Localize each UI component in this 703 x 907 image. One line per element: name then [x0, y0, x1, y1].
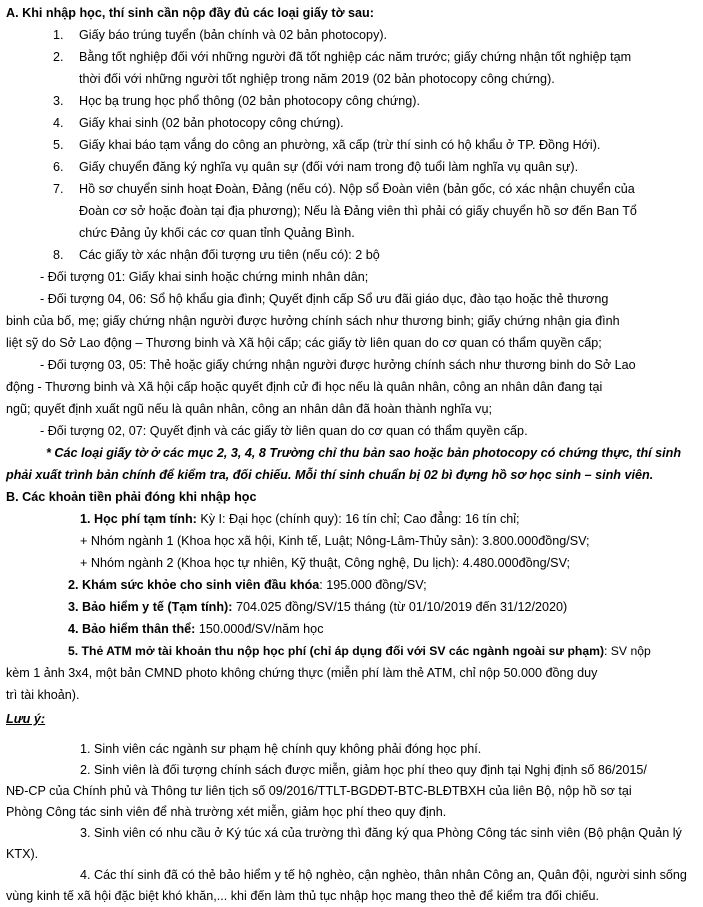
notes-heading: Lưu ý: — [6, 712, 46, 726]
item-text: Bằng tốt nghiệp đối với những người đã tốt nghiệp các năm trước; giấy chứng nhận tốt nghiệp tạm — [79, 50, 632, 64]
item-number: 6. — [53, 160, 64, 174]
atm-text: : SV nộp — [604, 644, 651, 658]
item-number: 4. — [53, 116, 64, 130]
tuition-text: Kỳ I: Đại học (chính quy): 16 tín chỉ; Cao đẳng: 16 tín chỉ; — [196, 512, 520, 526]
section-a-heading: A. Khi nhập học, thí sinh cần nộp đầy đủ các loại giấy tờ sau: — [6, 6, 374, 20]
atm-line — [68, 640, 651, 662]
item-text: thời đối với những người tốt nghiệp trong năm 2019 (02 bản photocopy công chứng). — [79, 72, 555, 86]
insurance-label: 3. Bảo hiểm y tế (Tạm tính): — [68, 600, 233, 614]
priority-line: - Đối tượng 02, 07: Quyết định và các giấy tờ liên quan do cơ quan có thẩm quyền cấp. — [40, 424, 528, 438]
item-text: Học bạ trung học phổ thông (02 bản photocopy công chứng). — [79, 94, 421, 108]
atm-detail-line: kèm 1 ảnh 3x4, một bản CMND photo không chứng thực (miễn phí làm thẻ ATM, chỉ nộp 50.000 đồng duy — [6, 666, 598, 680]
health-label: 2. Khám sức khỏe cho sinh viên đầu khóa — [68, 578, 320, 592]
item-text: Giấy khai báo tạm vắng do công an phường, xã cấp (trừ thí sinh có hộ khẩu ở TP. Đồng Hới). — [79, 138, 601, 152]
health-text: : 195.000 đồng/SV; — [319, 578, 427, 592]
item-text: Các giấy tờ xác nhận đối tượng ưu tiên (nếu có): 2 bộ — [79, 248, 380, 262]
item-number: 7. — [53, 182, 64, 196]
health-line — [68, 574, 427, 596]
note-item: 1. Sinh viên các ngành sư phạm hệ chính quy không phải đóng học phí. — [80, 742, 482, 756]
note-line: phải xuất trình bản chính để kiểm tra, đối chiếu. Mỗi thí sinh chuẩn bị 02 bì đựng hồ sơ học sinh – sinh viên. — [6, 468, 654, 482]
priority-line: - Đối tượng 04, 06: Sổ hộ khẩu gia đình; Quyết định cấp Sổ ưu đãi giáo dục, đào tạo hoặc thẻ thương — [40, 292, 609, 306]
note-line: * Các loại giấy tờ ở các mục 2, 3, 4, 8 Trường chỉ thu bản sao hoặc bản photocopy có chứng thực, thí sinh — [46, 446, 682, 460]
note-item: Phòng Công tác sinh viên để nhà trường xét miễn, giảm học phí theo quy định. — [6, 805, 447, 819]
item-text: Giấy khai sinh (02 bản photocopy công chứng). — [79, 116, 344, 130]
item-text: Giấy chuyển đăng ký nghĩa vụ quân sự (đối với nam trong độ tuổi làm nghĩa vụ quân sự). — [79, 160, 579, 174]
tuition-line — [80, 508, 520, 530]
note-item: 3. Sinh viên có nhu cầu ở Ký túc xá của trường thì đăng ký qua Phòng Công tác sinh viên (Bộ phận Quản lý — [80, 826, 682, 840]
item-number: 3. — [53, 94, 64, 108]
priority-line: ngũ; quyết định xuất ngũ nếu là quân nhân, công an nhân dân đã hoàn thành nghĩa vụ; — [6, 402, 492, 416]
note-item: 4. Các thí sinh đã có thẻ bảo hiểm y tế hộ nghèo, cận nghèo, thân nhân Công an, Quân đội, người sinh sống — [80, 868, 687, 882]
item-text: Giấy báo trúng tuyển (bản chính và 02 bản photocopy). — [79, 28, 388, 42]
note-item: 2. Sinh viên là đối tượng chính sách được miễn, giảm học phí theo quy định tại Nghị định số 86/2015/ — [80, 763, 647, 777]
atm-detail-line: trì tài khoản). — [6, 688, 80, 702]
item-number: 5. — [53, 138, 64, 152]
priority-line: động - Thương binh và Xã hội cấp hoặc quyết định cử đi học nếu là quân nhân, công an nhân dân đang tại — [6, 380, 603, 394]
body-insurance-label: 4. Bảo hiểm thân thể: — [68, 622, 196, 636]
priority-line: liệt sỹ do Sở Lao động – Thương binh và Xã hội cấp; các giấy tờ liên quan do cơ quan có thẩm quyền cấp; — [6, 336, 602, 350]
group-2-line: + Nhóm ngành 2 (Khoa học tự nhiên, Kỹ thuật, Công nghệ, Du lịch): 4.480.000đồng/SV; — [80, 556, 570, 570]
item-text: chức Đảng ủy khối các cơ quan tỉnh Quảng Bình. — [79, 226, 355, 240]
priority-line: - Đối tượng 03, 05: Thẻ hoặc giấy chứng nhận người được hưởng chính sách như thương binh do Sở Lao — [40, 358, 636, 372]
item-number: 1. — [53, 28, 64, 42]
tuition-label: 1. Học phí tạm tính: — [80, 512, 197, 526]
priority-line: binh của bố, mẹ; giấy chứng nhận người được hưởng chính sách như thương binh; giấy chứng nhận gia đình — [6, 314, 620, 328]
item-text: Đoàn cơ sở hoặc đoàn tại địa phương); Nếu là Đảng viên thì phải có giấy chuyển hồ sơ đến Ban Tổ — [79, 204, 637, 218]
insurance-line — [68, 596, 567, 618]
insurance-text: 704.025 đồng/SV/15 tháng (từ 01/10/2019 đến 31/12/2020) — [232, 600, 568, 614]
priority-line: - Đối tượng 01: Giấy khai sinh hoặc chứng minh nhân dân; — [40, 270, 369, 284]
note-item: NĐ-CP của Chính phủ và Thông tư liên tịch số 09/2016/TTLT-BGDĐT-BTC-BLĐTBXH của liên Bộ, nộp hồ sơ tại — [6, 784, 632, 798]
section-b-heading: B. Các khoản tiền phải đóng khi nhập học — [6, 490, 257, 504]
note-item: vùng kinh tế xã hội đặc biệt khó khăn,... khi đến làm thủ tục nhập học mang theo thẻ để kiểm tra đối chiếu. — [6, 889, 599, 903]
item-text: Hồ sơ chuyển sinh hoạt Đoàn, Đảng (nếu có). Nộp sổ Đoàn viên (bản gốc, có xác nhận chuyển của — [79, 182, 635, 196]
atm-label: 5. Thẻ ATM mở tài khoản thu nộp học phí (chỉ áp dụng đối với SV các ngành ngoài sư phạm) — [68, 644, 605, 658]
item-number: 2. — [53, 50, 64, 64]
body-insurance-text: 150.000đ/SV/năm học — [195, 622, 324, 636]
group-1-line: + Nhóm ngành 1 (Khoa học xã hội, Kinh tế, Luật; Nông-Lâm-Thủy sản): 3.800.000đồng/SV; — [80, 534, 590, 548]
body-insurance-line — [68, 618, 324, 640]
note-item: KTX). — [6, 847, 39, 861]
item-number: 8. — [53, 248, 64, 262]
